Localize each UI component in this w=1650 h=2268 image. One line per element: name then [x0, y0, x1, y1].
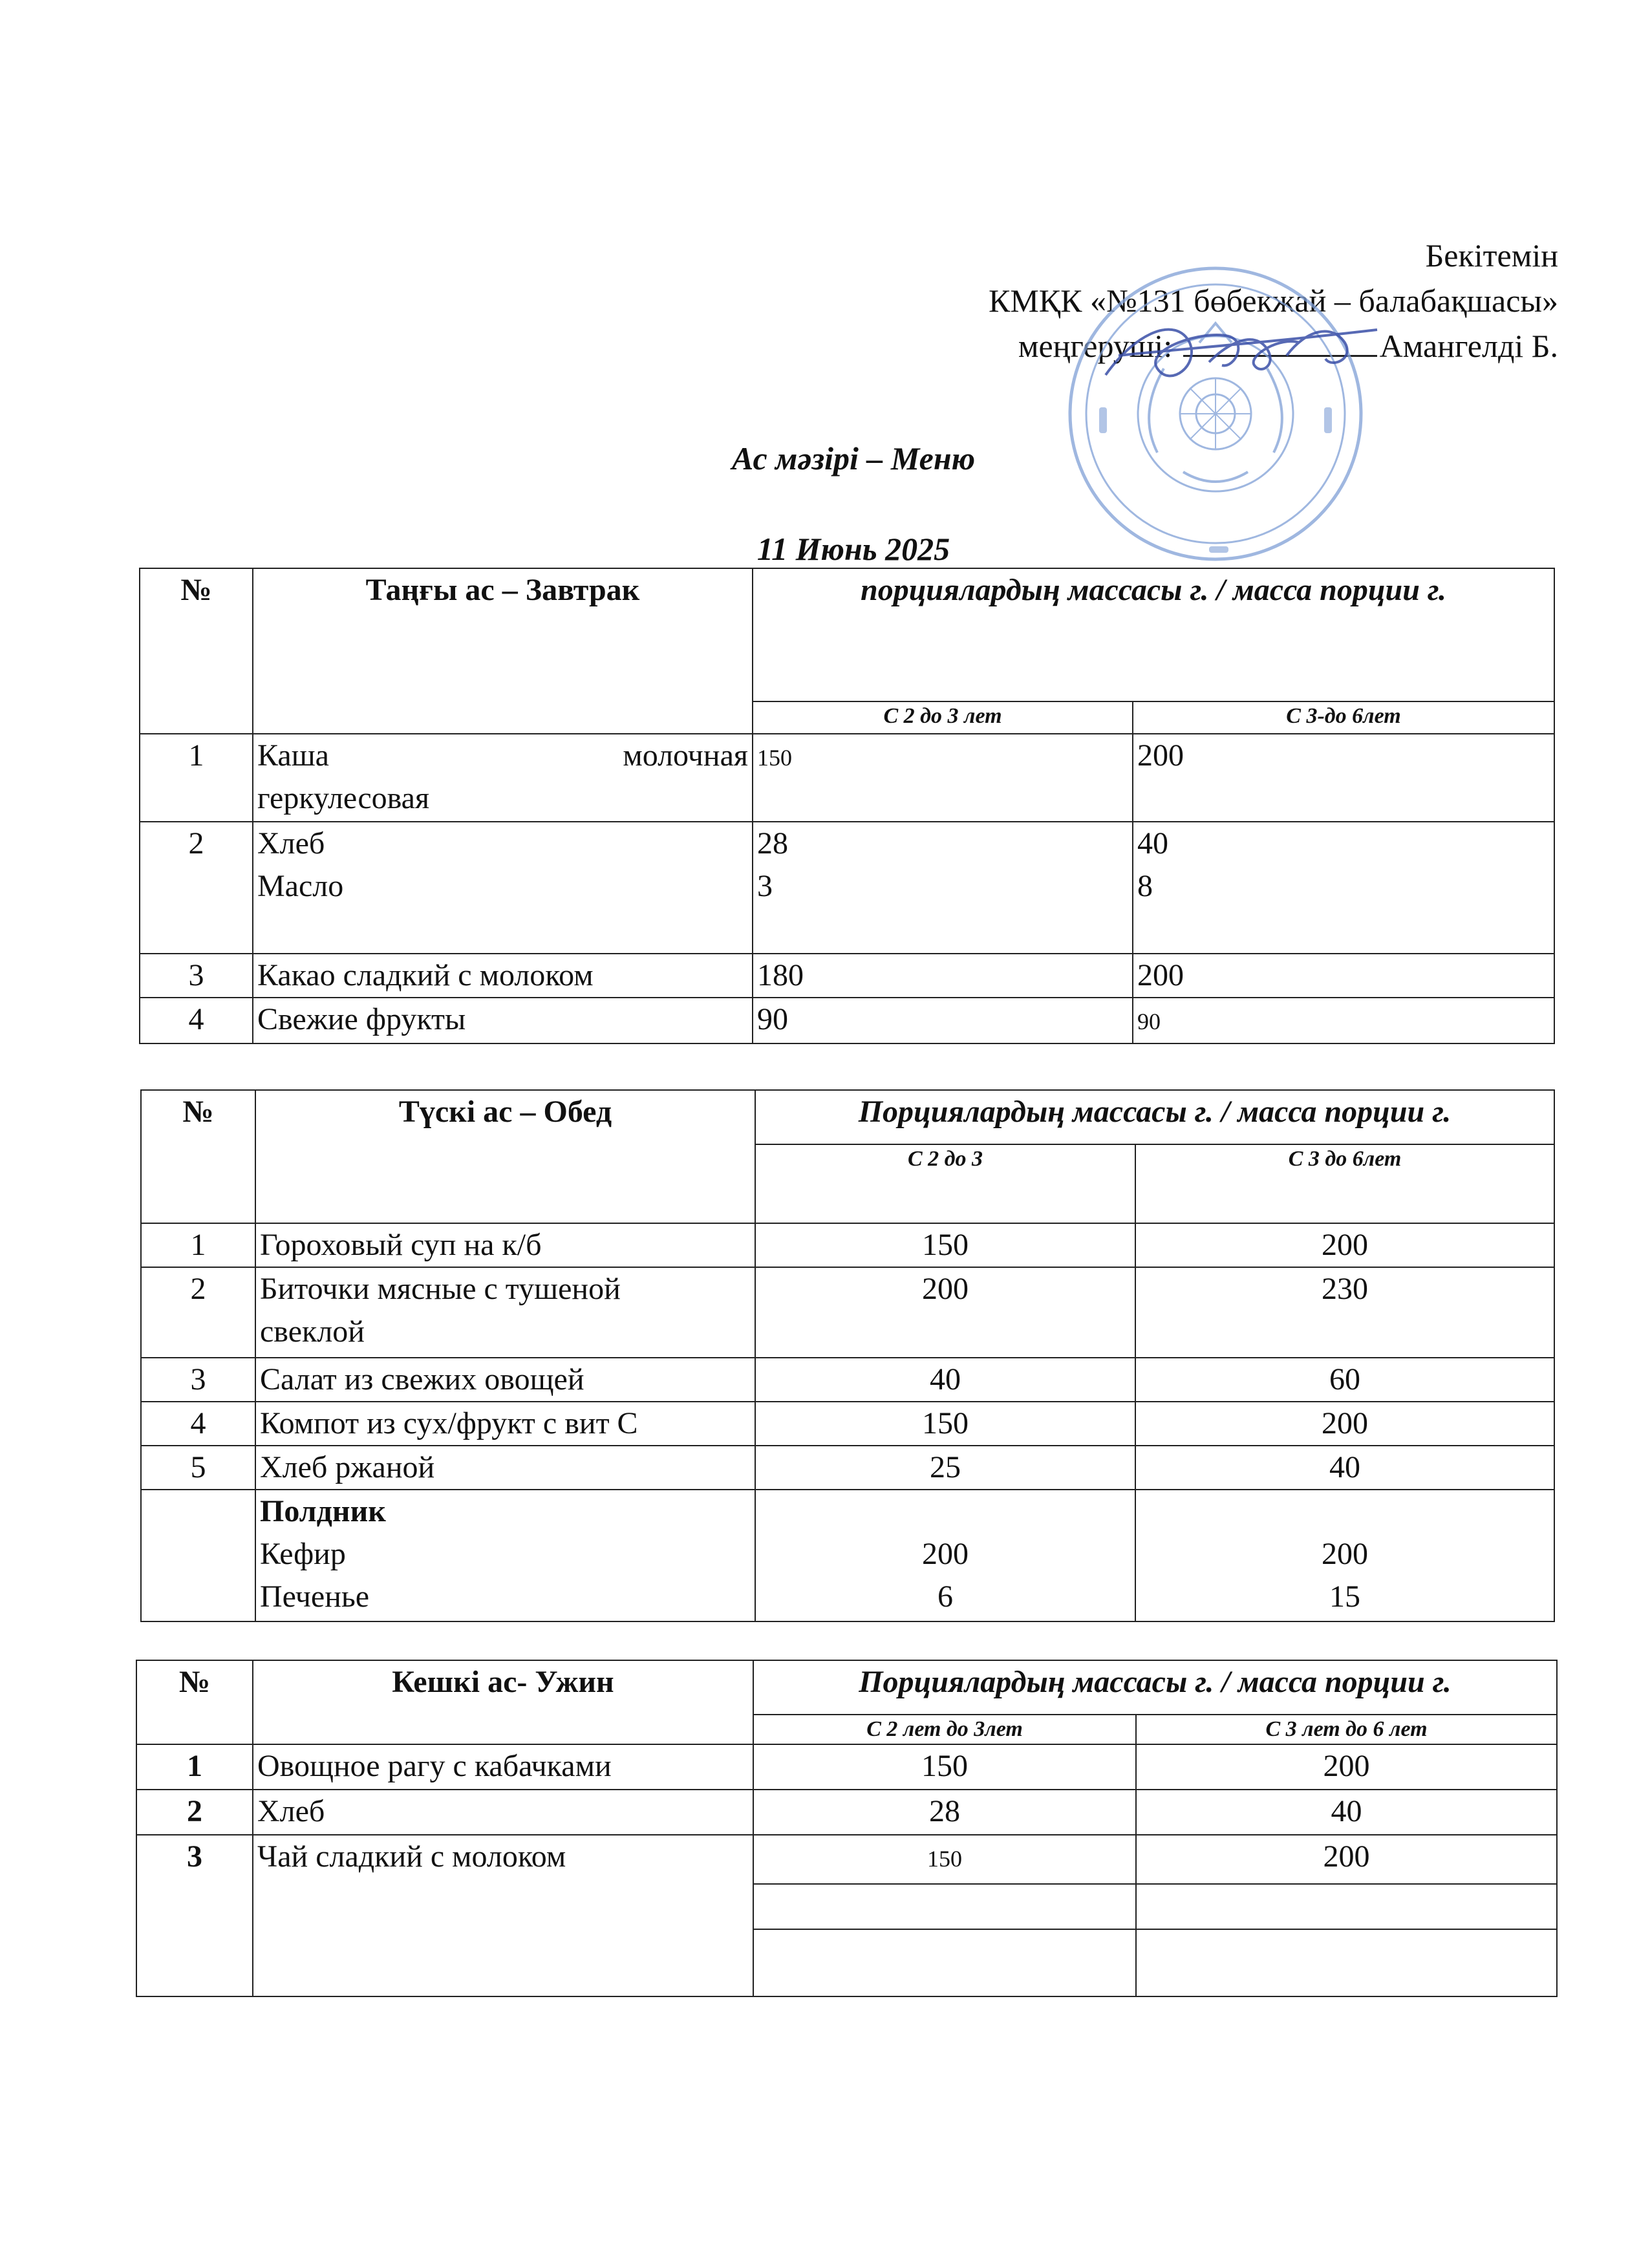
age-3-6-header: С 3 лет до 6 лет [1136, 1715, 1557, 1744]
dish-name: Салат из свежих овощей [255, 1358, 755, 1402]
lunch-table [140, 1089, 1555, 1622]
snack-title: Полдник [260, 1494, 386, 1528]
dish-name: Гороховый суп на к/б [255, 1223, 755, 1267]
snack-items: Полдник Кефир Печенье [255, 1490, 755, 1621]
breakfast-table [139, 568, 1555, 1044]
table-row: 2 Хлеб Масло 28 3 40 8 [140, 822, 1554, 954]
document-date: 11 Июнь 2025 [756, 531, 950, 567]
portion-mass-header: порциялардың массасы г. / масса порции г. [753, 568, 1554, 701]
table-row: 5 Хлеб ржаной 25 40 [141, 1446, 1554, 1490]
director-label: меңгеруші: [1018, 328, 1173, 364]
table-row: 2 Хлеб 28 40 [136, 1790, 1557, 1835]
col-number-header: № [140, 568, 253, 734]
age-3-6-header: С 3-до 6лет [1133, 701, 1554, 734]
age-2-3-header: С 2 до 3 лет [753, 701, 1133, 734]
table-row: 1 Гороховый суп на к/б 150 200 [141, 1223, 1554, 1267]
approval-heading: Бекітемін [1425, 237, 1558, 273]
table-row: 3 Салат из свежих овощей 40 60 [141, 1358, 1554, 1402]
dish-name: Свежие фрукты [253, 998, 753, 1043]
col-number-header: № [136, 1660, 253, 1744]
portion-mass-header: Порциялардың массасы г. / масса порции г. [753, 1660, 1557, 1715]
dish-name: Какао сладкий с молоком [253, 954, 753, 998]
table-row: 1 Каша молочная геркулесовая 150 200 [140, 734, 1554, 822]
breakfast-header: Таңғы ас – Завтрак [253, 568, 753, 734]
age-2-3-header: С 2 лет до 3лет [753, 1715, 1136, 1744]
snack-row: Полдник Кефир Печенье 200 6 200 15 [141, 1490, 1554, 1621]
table-row: 4 Свежие фрукты 90 90 [140, 998, 1554, 1043]
director-signature [1099, 304, 1384, 401]
dish-name: Овощное рагу с кабачками [253, 1744, 753, 1790]
table-row: 3 Какао сладкий с молоком 180 200 [140, 954, 1554, 998]
dinner-table [136, 1660, 1558, 1997]
institution-name: КМҚК «№131 бөбекжай – балабақшасы» [988, 283, 1558, 319]
col-number-header: № [141, 1090, 255, 1223]
table-row: 3 Чай сладкий с молоком 150 200 [136, 1835, 1557, 1884]
age-3-6-header: С 3 до 6лет [1135, 1144, 1554, 1223]
director-name: Амангелді Б. [1379, 328, 1558, 364]
dish-name: Хлеб [253, 1790, 753, 1835]
dish-name: Чай сладкий с молоком [253, 1835, 753, 1996]
dish-name: Биточки мясные с тушеной свеклой [255, 1267, 755, 1358]
dish-name: Каша молочная геркулесовая [253, 734, 753, 822]
table-row: 1 Овощное рагу с кабачками 150 200 [136, 1744, 1557, 1790]
document-title: Ас мәзірі – Меню [731, 440, 976, 476]
lunch-header: Түскі ас – Обед [255, 1090, 755, 1223]
age-2-3-header: С 2 до 3 [755, 1144, 1135, 1223]
table-row: 2 Биточки мясные с тушеной свеклой 200 230 [141, 1267, 1554, 1358]
dinner-header: Кешкі ас- Ужин [253, 1660, 753, 1744]
dish-name: Хлеб ржаной [255, 1446, 755, 1490]
dish-name: Хлеб Масло [253, 822, 753, 954]
table-row: 4 Компот из сух/фрукт с вит С 150 200 [141, 1402, 1554, 1446]
dish-name: Компот из сух/фрукт с вит С [255, 1402, 755, 1446]
portion-mass-header: Порциялардың массасы г. / масса порции г. [755, 1090, 1554, 1144]
